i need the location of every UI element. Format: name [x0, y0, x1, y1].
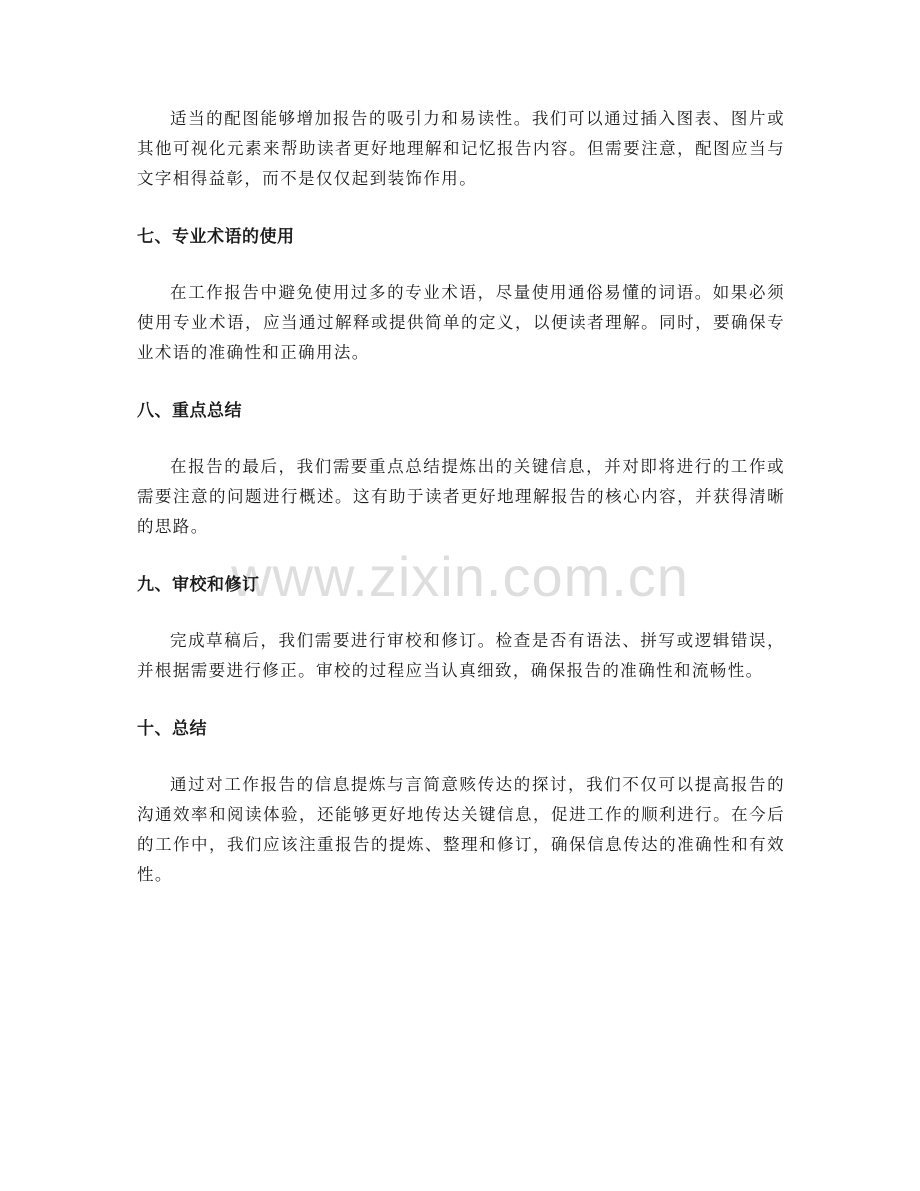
section-body-review: 完成草稿后，我们需要进行审校和修订。检查是否有语法、拼写或逻辑错误，并根据需要进行修正。审校的过程应当认真细致，确保报告的准确性和流畅性。 [137, 631, 785, 680]
watermark: www.zixin.com.cn [231, 545, 689, 608]
document-content [137, 104, 785, 890]
section-body-conclusion: 通过对工作报告的信息提炼与言简意赅传达的探讨，我们不仅可以提高报告的沟通效率和阅读体验，还能够更好地传达关键信息，促进工作的顺利进行。在今后的工作中，我们应该注重报告的提炼、整理和修订，确保信息传达的准确性和有效性。 [137, 775, 785, 884]
section-heading-key-summary: 八、重点总结 [137, 401, 242, 421]
section-heading-conclusion: 十、总结 [137, 719, 207, 739]
section-body-terminology: 在工作报告中避免使用过多的专业术语，尽量使用通俗易懂的词语。如果必须使用专业术语，应当通过解释或提供简单的定义，以便读者理解。同时，要确保专业术语的准确性和正确用法。 [137, 283, 785, 362]
section-body-key-summary: 在报告的最后，我们需要重点总结提炼出的关键信息，并对即将进行的工作或需要注意的问题进行概述。这有助于读者更好地理解报告的核心内容，并获得清晰的思路。 [137, 457, 785, 536]
intro-paragraph: 适当的配图能够增加报告的吸引力和易读性。我们可以通过插入图表、图片或其他可视化元素来帮助读者更好地理解和记忆报告内容。但需要注意，配图应当与文字相得益彰，而不是仅仅起到装饰作用。 [137, 109, 785, 188]
section-heading-review: 九、审校和修订 [137, 575, 260, 595]
section-heading-terminology: 七、专业术语的使用 [137, 227, 295, 247]
